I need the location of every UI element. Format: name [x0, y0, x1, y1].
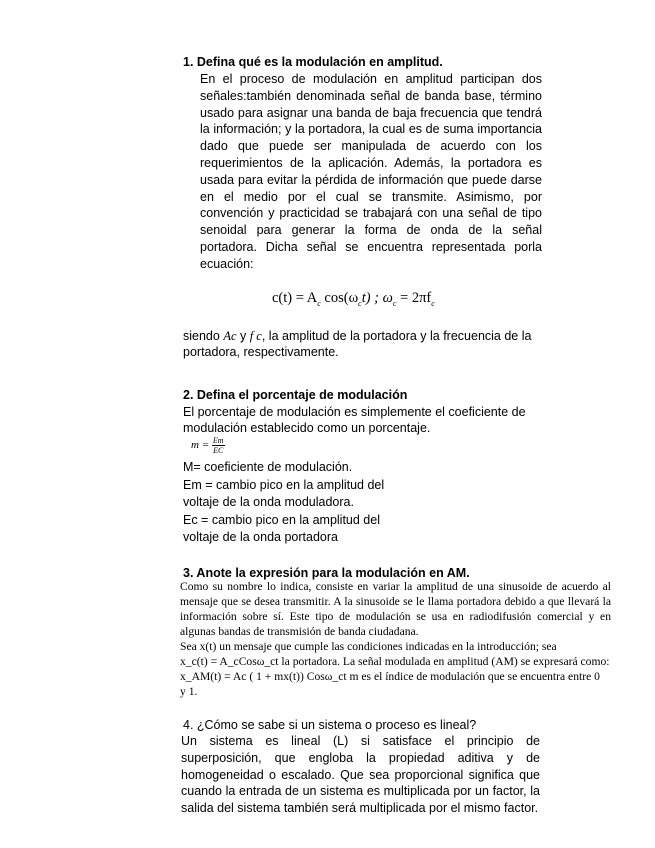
- q2-line1: El porcentaje de modulación es simplemente el coeficiente de: [183, 405, 526, 419]
- eq-sub-c-3: c: [392, 298, 397, 308]
- q1-paragraph: En el proceso de modulación en amplitud participan dos señales:también denominada señal de banda base, término usado para asignar una banda de baja frecuencia que tendrá la información; y la portadora, la cual es de suma importancia dado que puede ser manipulada de acuerdo con los requerimientos de la aplicación. Además, la portadora es usada para evitar la pérdida de información que puede darse en el medio por el cual se transmite. Asimismo, por convención y practicidad se trabajará con una señal de tipo senoidal para generar la forma de onda de la señal portadora. Dicha señal se encuentra representada porla ecuación:: [200, 72, 542, 271]
- q2-title: 2. Defina el porcentaje de modulación: [183, 388, 408, 402]
- q4-paragraph: Un sistema es lineal (L) si satisface el principio de superposición, que engloba la propiedad aditiva y de homogeneidad o escalado. Que sea proporcional significa que cuando la entrada de un sistema es multiplicada por un factor, la salida del sistema también será multiplicada por el mismo factor.: [181, 734, 540, 816]
- q2-line2: modulación establecido como un porcentaje.: [183, 421, 431, 435]
- eq-sub-c-4: c: [431, 298, 435, 308]
- q1-title: 1. Defina qué es la modulación en amplitud.: [183, 55, 443, 69]
- q2-def3b: voltaje de la onda portadora: [183, 530, 338, 544]
- q1-after-line2: portadora, respectivamente.: [183, 345, 339, 359]
- q3-line-c: x_AM(t) = Ac ( 1 + mx(t)) Cosω_ct m es el índice de modulación que se encuentra entre 0: [180, 670, 600, 683]
- q2-def2a: Em = cambio pico en la amplitud del: [183, 478, 385, 492]
- after-fc: f c: [249, 329, 262, 343]
- after-text-1: siendo: [183, 329, 224, 343]
- formula-numerator: Em: [212, 436, 224, 445]
- formula-denominator: EC: [213, 446, 224, 455]
- q2-def3a: Ec = cambio pico en la amplitud del: [183, 513, 380, 527]
- eq-right: = 2πf: [396, 290, 432, 306]
- q2-def1: M= coeficiente de modulación.: [183, 460, 353, 474]
- q3-line-d: y 1.: [180, 685, 198, 698]
- eq-cos: cos(ω: [320, 290, 359, 306]
- eq-left: c(t) = A: [272, 290, 318, 306]
- after-text-2: y: [236, 329, 250, 343]
- q3-paragraph1: Como su nombre lo indica, consiste en variar la amplitud de una sinusoide de acuerdo al mensaje que se desea transmitir. A la sinusoide se le llama portadora debido a que llevará la información sobre sí. Este tipo de modulación se usa en radiodifusión comercial y en algunas bandas de transmisión de banda ciudadana.: [180, 580, 611, 638]
- q3-title: 3. Anote la expresión para la modulación en AM.: [183, 566, 470, 580]
- q3-line-a: Sea x(t) un mensaje que cumple las condiciones indicadas en la introducción; sea: [180, 640, 557, 653]
- eq-sub-c-2: c: [358, 298, 362, 308]
- eq-sub-c: c: [317, 298, 321, 308]
- eq-t: t) ; ω: [361, 290, 393, 306]
- after-text-3: , la amplitud de la portadora y la frecuencia de la: [261, 329, 532, 343]
- q4-title: 4. ¿Cómo se sabe si un sistema o proceso es lineal?: [183, 718, 477, 732]
- carrier-equation: [272, 290, 435, 308]
- q1-after-line1: [183, 328, 531, 345]
- formula-lhs: m =: [191, 439, 212, 452]
- after-ac: Ac: [223, 329, 237, 343]
- q2-def2b: voltaje de la onda moduladora.: [183, 495, 354, 509]
- modulation-formula: [191, 436, 225, 455]
- q3-line-b: x_c(t) = A_cCosω_ct la portadora. La señal modulada en amplitud (AM) se expresará como:: [180, 655, 610, 668]
